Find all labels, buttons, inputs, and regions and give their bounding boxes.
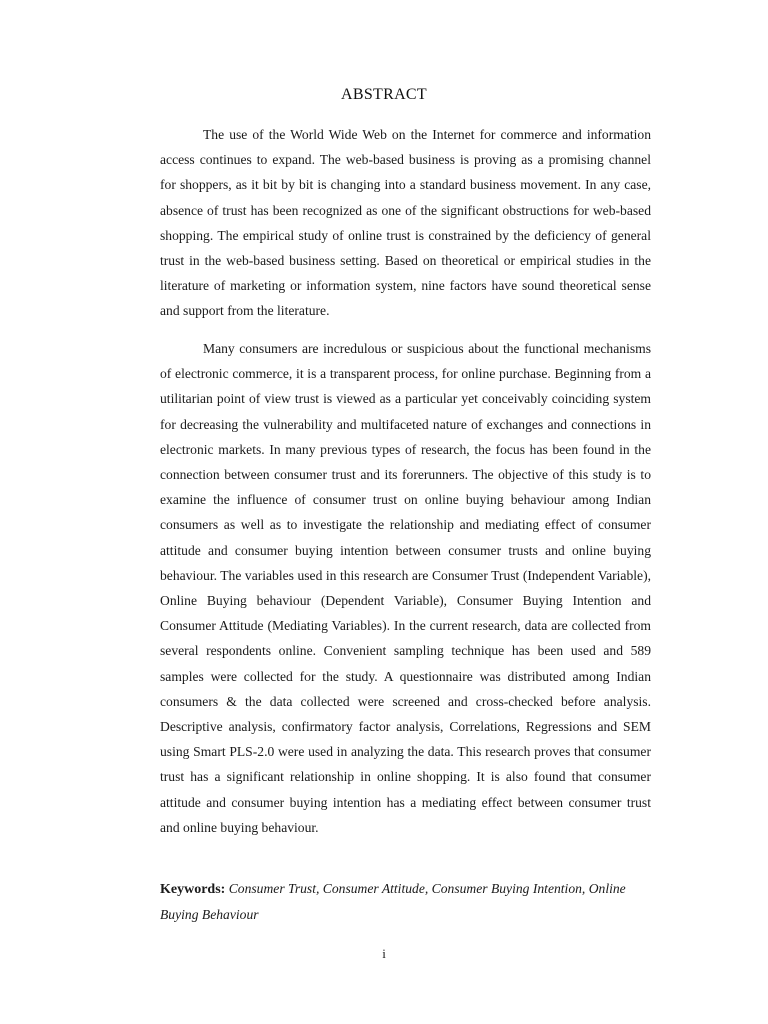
keywords-line xyxy=(160,876,651,927)
abstract-paragraph-1: The use of the World Wide Web on the Internet for commerce and information access continues to expand. The web-based business is proving as a promising channel for shoppers, as it bit by bit is changing into a standard business movement. In any case, absence of trust has been recognized as one of the significant obstructions for web-based shopping. The empirical study of online trust is constrained by the deficiency of general trust in the web-based business setting. Based on theoretical or empirical studies in the literature of marketing or information system, nine factors have sound theoretical sense and support from the literature. xyxy=(160,127,651,319)
abstract-paragraph-2: Many consumers are incredulous or suspicious about the functional mechanisms of electronic commerce, it is a transparent process, for online purchase. Beginning from a utilitarian point of view trust is viewed as a particular yet conceivably coinciding system for decreasing the vulnerability and multifaceted nature of exchanges and connections in electronic markets. In many previous types of research, the focus has been found in the connection between consumer trust and its forerunners. The objective of this study is to examine the influence of consumer trust on online buying behaviour among Indian consumers as well as to investigate the relationship and mediating effect of consumer attitude and consumer buying intention between consumer trusts and online buying behaviour. The variables used in this research are Consumer Trust (Independent Variable), Online Buying behaviour (Dependent Variable), Consumer Buying Intention and Consumer Attitude (Mediating Variables). In the current research, data are collected from several respondents online. Convenient sampling technique has been used and 589 samples were collected for the study. A questionnaire was distributed among Indian consumers & the data collected were screened and cross-checked before analysis. Descriptive analysis, confirmatory factor analysis, Correlations, Regressions and SEM using Smart PLS-2.0 were used in analyzing the data. This research proves that consumer trust has a significant relationship in online shopping. It is also found that consumer attitude and consumer buying intention has a mediating effect between consumer trust and online buying behaviour. xyxy=(160,341,651,835)
page-number: i xyxy=(382,946,386,961)
abstract-paragraph-1-container xyxy=(160,122,651,324)
keywords-label: Keywords: xyxy=(160,882,226,897)
abstract-heading: ABSTRACT xyxy=(341,86,427,103)
keywords-text: Consumer Trust, Consumer Attitude, Consumer Buying Intention, Online Buying Behaviour xyxy=(160,881,626,922)
abstract-paragraph-2-container xyxy=(160,336,651,840)
